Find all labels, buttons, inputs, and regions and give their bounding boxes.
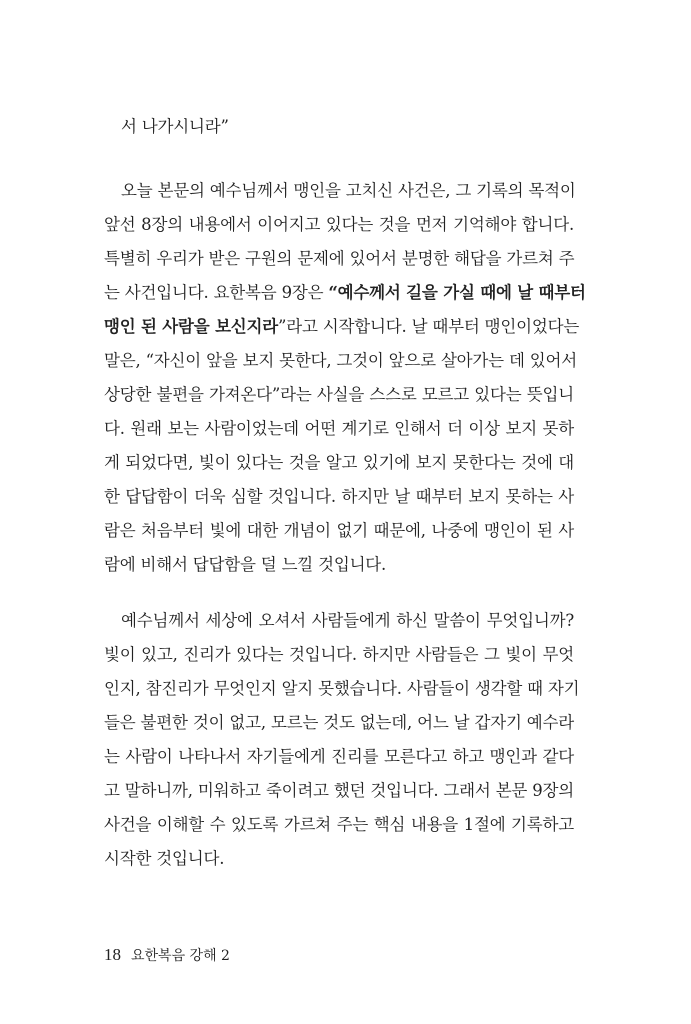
text-span: 는 사건입니다. 요한복음 9장은 bbox=[104, 283, 329, 302]
page-footer bbox=[104, 946, 230, 965]
paragraph-1-line: 특별히 우리가 받은 구원의 문제에 있어서 분명한 해답을 가르쳐 주 bbox=[104, 249, 575, 268]
paragraph-2-line: 예수님께서 세상에 오셔서 사람들에게 하신 말씀이 무엇입니까? bbox=[121, 611, 574, 630]
paragraph-1-line bbox=[104, 317, 580, 337]
bold-quote: 맹인 된 사람을 보신지라 bbox=[104, 317, 279, 336]
paragraph-1-line: 상당한 불편을 가져온다”라는 사실을 스스로 모르고 있다는 뜻입니 bbox=[104, 385, 574, 404]
page-number: 18 bbox=[104, 945, 121, 964]
paragraph-2-line: 인지, 참진리가 무엇인지 알지 못했습니다. 사람들이 생각할 때 자기 bbox=[104, 679, 580, 698]
paragraph-2-line: 시작한 것입니다. bbox=[104, 849, 225, 868]
paragraph-2-line: 는 사람이 나타나서 자기들에게 진리를 모른다고 하고 맹인과 같다 bbox=[104, 747, 574, 766]
text-span: ”라고 시작합니다. 날 때부터 맹인이었다는 bbox=[278, 317, 580, 336]
paragraph-1-line bbox=[104, 283, 586, 303]
paragraph-1-line: 오늘 본문의 예수님께서 맹인을 고치신 사건은, 그 기록의 목적이 bbox=[121, 181, 576, 200]
paragraph-2-line: 고 말하니까, 미워하고 죽이려고 했던 것입니다. 그래서 본문 9장의 bbox=[104, 781, 574, 800]
paragraph-1-line: 람에 비해서 답답함을 덜 느낄 것입니다. bbox=[104, 555, 387, 574]
intro-line: 서 나가시니라” bbox=[121, 117, 229, 136]
paragraph-1-line: 말은, “자신이 앞을 보지 못한다, 그것이 앞으로 살아가는 데 있어서 bbox=[104, 351, 577, 370]
paragraph-1-line: 다. 원래 보는 사람이었는데 어떤 계기로 인해서 더 이상 보지 못하 bbox=[104, 419, 574, 438]
paragraph-1-line: 한 답답함이 더욱 심할 것입니다. 하지만 날 때부터 보지 못하는 사 bbox=[104, 487, 574, 506]
paragraph-1-line: 게 되었다면, 빛이 있다는 것을 알고 있기에 보지 못한다는 것에 대 bbox=[104, 453, 574, 472]
paragraph-2-line: 사건을 이해할 수 있도록 가르쳐 주는 핵심 내용을 1절에 기록하고 bbox=[104, 815, 574, 834]
bold-quote: “예수께서 길을 가실 때에 날 때부터 bbox=[328, 283, 586, 302]
paragraph-2-line: 빛이 있고, 진리가 있다는 것입니다. 하지만 사람들은 그 빛이 무엇 bbox=[104, 645, 574, 664]
running-title: 요한복음 강해 2 bbox=[131, 948, 230, 964]
paragraph-2-line: 들은 불편한 것이 없고, 모르는 것도 없는데, 어느 날 갑자기 예수라 bbox=[104, 713, 574, 732]
paragraph-1-line: 람은 처음부터 빛에 대한 개념이 없기 때문에, 나중에 맹인이 된 사 bbox=[104, 521, 574, 540]
paragraph-1-line: 앞선 8장의 내용에서 이어지고 있다는 것을 먼저 기억해야 합니다. bbox=[104, 215, 574, 234]
